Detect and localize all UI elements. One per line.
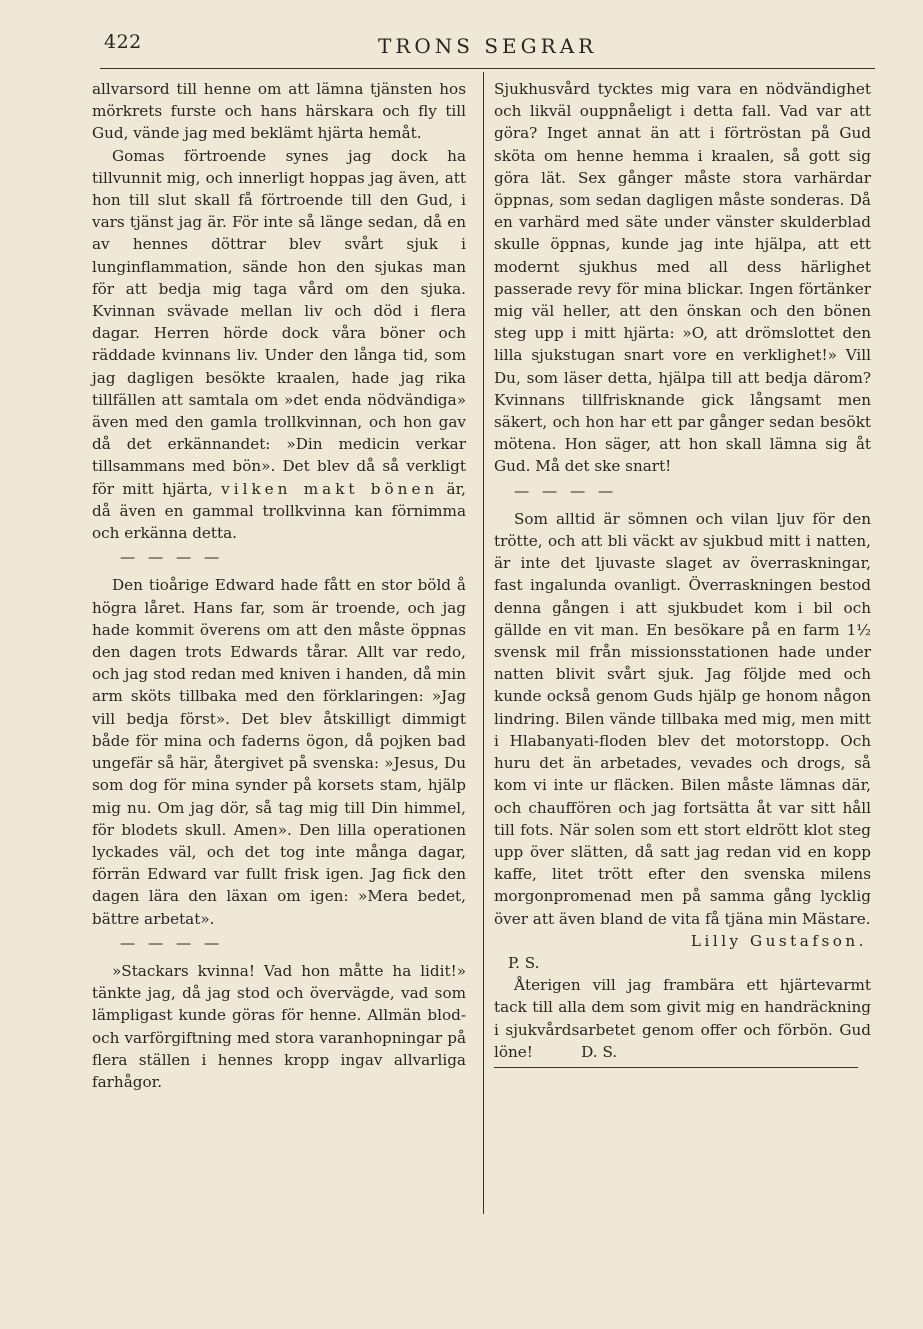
running-title: TRONS SEGRAR xyxy=(378,34,598,58)
postscript-initials: D. S. xyxy=(581,1042,618,1061)
paragraph: Sjukhusvård tycktes mig vara en nödvändighet och likväl ouppnåeligt i detta fall. Vad var att göra? Inget annat än att i förtröstan på Gud sköta om henne hemma i kraalen, så gott sig göra lät. Sex gånger måste stora varhärdar öppnas, som sedan dagligen måste sonderas. Då en varhärd med säte under vänster skulderblad skulle öppnas, kunde jag inte hjälpa, att ett modernt sjukhus med all dess härlighet passerade revy för mina blickar. Ingen förtänker mig väl heller, att den önskan och den bönen steg upp i mitt hjärta: »O, att drömslottet den lilla sjukstugan snart vore en verklighet!» Vill Du, som läser detta, hjälpa till att bedja därom? Kvinnans tillfrisknande gick långsamt men säkert, och hon har ett par gånger sedan besökt mötena. Hon säger, att hon skall lämna sig åt Gud. Må det ske snart! xyxy=(494,80,871,476)
paragraph-text: svensk mil från missionsstationen hade under natten blivit svårt sjuk. Jag följde med och kunde också genom Guds hjälp ge honom någon lindring. Bilen vände tillbaka med mig, men mitt i Hlabanyati-floden blev det motorstopp. Och huru det än arbetades, vevades och drogs, så kom vi inte ur fläcken. Bilen måste lämnas där, och chauffören och jag fortsätta åt var sitt håll till fots. När solen som ett stort eldrött klot steg upp över slätten, då satt jag redan vid en kopp kaffe, litet trött efter den svenska milens morgonpromenad men på samma gång lycklig över att även bland de vita få tjäna min Mästare. xyxy=(494,643,871,928)
postscript-text: Återigen vill jag frambära ett hjärtevarmt tack till alla dem som givit mig en handräckning i sjukvårdsarbetet genom offer och förbön. Gud löne! xyxy=(494,976,871,1061)
postscript xyxy=(494,974,871,1063)
page-header xyxy=(0,0,923,70)
right-column xyxy=(494,78,871,1068)
ps-label: P. S. xyxy=(508,953,540,972)
paragraph: Den tioårige Edward hade fått en stor böld å högra låret. Hans far, som är troende, och jag hade kommit överens om att den måste öppnas den dagen trots Edwards tårar. Allt var redo, och jag stod redan med kniven i handen, då min arm sköts tillbaka med den förklaringen: »Jag vill bedja först». Det blev åtskilligt dimmigt både för mina och faderns ögon, då pojken bad ungefär så här, återgivet på svenska: »Jesus, Du som dog för mina synder på korsets stam, hjälp mig nu. Om jag dör, så tag mig till Din himmel, för blodets skull. Amen». Den lilla operationen lyckades väl, och det tog inte många dagar, förrän Edward var fullt frisk igen. Jag fick den dagen lära den läxan om igen: »Mera bedet, bättre arbetat». xyxy=(92,576,466,928)
header-rule xyxy=(100,68,875,69)
paragraph xyxy=(494,508,871,930)
paragraph: »Stackars kvinna! Vad hon måtte ha lidit!» tänkte jag, då jag stod och övervägde, vad som lämpligast kunde göras för henne. Allmän blod- och varförgiftning med stora varanhopningar på flera ställen i hennes kropp ingav allvarliga farhågor. xyxy=(92,961,466,1091)
section-divider: — — — — xyxy=(120,548,224,567)
distance-fraction: 1½ xyxy=(846,620,871,639)
paragraph-text: Som alltid är sömnen och vilan ljuv för den trötte, och att bli väckt av sjukbud mitt i natten, är inte det ljuvaste slaget av överraskningar, fast ingalunda ovanligt. Överraskningen bestod denna gången i att sjukbudet kom i bil och gällde en vit man. En besökare på en farm xyxy=(494,509,871,639)
column-divider xyxy=(483,72,484,1214)
paragraph-text: är, då även en gammal trollkvinna kan förnimma och erkänna detta. xyxy=(92,479,466,543)
paragraph xyxy=(92,145,466,545)
author-signature: Lilly Gustafson. xyxy=(690,931,867,950)
paragraph: allvarsord till henne om att lämna tjänsten hos mörkrets furste och hans härskara och fly till Gud, vände jag med beklämt hjärta hemåt. xyxy=(92,80,466,143)
section-divider: — — — — xyxy=(514,481,618,500)
closing-rule xyxy=(494,1067,858,1068)
left-column xyxy=(92,78,466,1093)
paragraph-text: Gomas förtroende synes jag dock ha tillvunnit mig, och innerligt hoppas jag även, att hon till slut skall få förtroende till den Gud, i vars tjänst jag är. För inte så länge sedan, då en av hennes döttrar blev svårt sjuk i lunginflammation, sände hon den sjukas man för att bedja mig taga vård om den sjuka. Kvinnan svävade mellan liv och död i flera dagar. Herren hörde dock våra böner och räddade kvinnans liv. Under den långa tid, som jag dagligen besökte kraalen, hade jag rika tillfällen att samtala om »det enda nödvändiga» även med den gamla trollkvinnan, och hon gav då det erkännandet: »Din medicin verkar tillsammans med bön». Det blev då så verkligt för mitt hjärta, xyxy=(92,146,466,498)
section-divider: — — — — xyxy=(120,933,224,952)
page-number: 422 xyxy=(104,31,142,53)
emphasized-phrase: vilken makt bönen xyxy=(221,479,439,498)
